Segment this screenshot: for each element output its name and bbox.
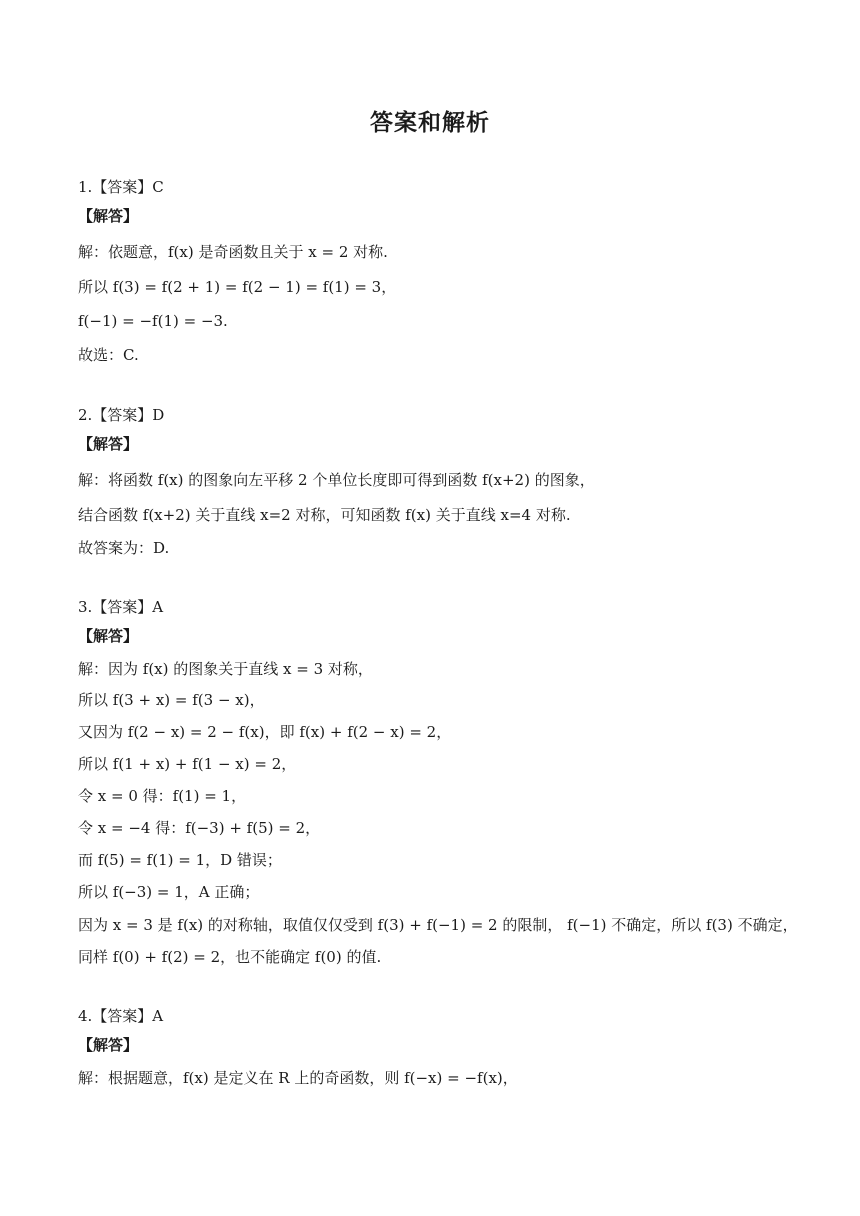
solution-line-3-5: 令 x = 0 得：f(1) = 1，	[78, 787, 247, 805]
solution-line-1-3: f(−1) = −f(1) = −3.	[78, 312, 228, 330]
solution-header-3: 【解答】	[78, 627, 139, 645]
solution-line-1-1: 解：依题意，f(x) 是奇函数且关于 x = 2 对称.	[78, 243, 388, 261]
answer-line-4: 4.【答案】A	[78, 1007, 164, 1025]
solution-line-2-2: 结合函数 f(x+2) 关于直线 x=2 对称，可知函数 f(x) 关于直线 x=4 对称.	[78, 506, 571, 524]
solution-line-4-1: 解：根据题意，f(x) 是定义在 R 上的奇函数，则 f(−x) = −f(x)，	[78, 1069, 518, 1087]
solution-line-3-10: 同样 f(0) + f(2) = 2，也不能确定 f(0) 的值.	[78, 948, 382, 966]
answer-line-3: 3.【答案】A	[78, 598, 164, 616]
solution-line-3-3: 又因为 f(2 − x) = 2 − f(x)，即 f(x) + f(2 − x) = 2，	[78, 723, 452, 741]
answer-line-1: 1.【答案】C	[78, 178, 164, 196]
solution-header-4: 【解答】	[78, 1036, 139, 1054]
solution-line-3-7: 而 f(5) = f(1) = 1，D 错误；	[78, 851, 282, 869]
solution-line-2-3: 故答案为：D.	[78, 539, 170, 557]
solution-line-1-4: 故选：C.	[78, 346, 139, 364]
solution-line-3-6: 令 x = −4 得：f(−3) + f(5) = 2，	[78, 819, 321, 837]
solution-line-3-9: 因为 x = 3 是 f(x) 的对称轴，取值仅仅受到 f(3) + f(−1) = 2 的限制， f(−1) 不确定，所以 f(3) 不确定，	[78, 916, 798, 934]
solution-line-3-4: 所以 f(1 + x) + f(1 − x) = 2，	[78, 755, 297, 773]
solution-line-2-1: 解：将函数 f(x) 的图象向左平移 2 个单位长度即可得到函数 f(x+2) 的图象，	[78, 471, 595, 489]
solution-line-1-2: 所以 f(3) = f(2 + 1) = f(2 − 1) = f(1) = 3，	[78, 278, 397, 296]
answer-line-2: 2.【答案】D	[78, 406, 165, 424]
solution-line-3-1: 解：因为 f(x) 的图象关于直线 x = 3 对称，	[78, 660, 373, 678]
solution-header-1: 【解答】	[78, 207, 139, 225]
solution-line-3-8: 所以 f(−3) = 1，A 正确；	[78, 883, 260, 901]
solution-header-2: 【解答】	[78, 435, 139, 453]
solution-line-3-2: 所以 f(3 + x) = f(3 − x)，	[78, 691, 265, 709]
page-title: 答案和解析	[370, 110, 490, 136]
